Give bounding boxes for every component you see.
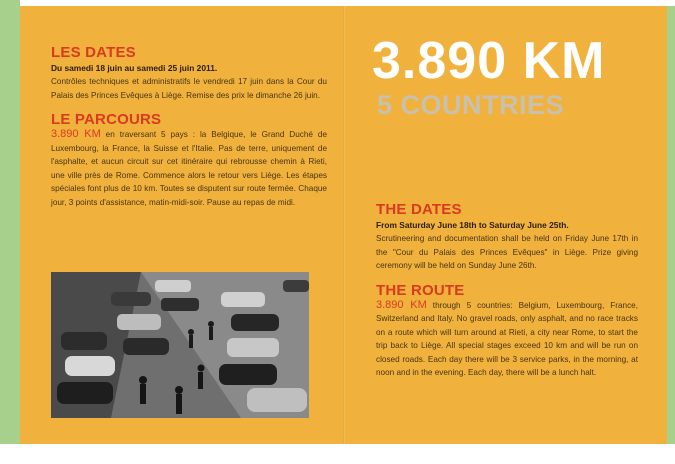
route-body-en: through 5 countries: Belgium, Luxembourg, France, Switzerland and Italy. No gravel roads, only asphalt, and no race tracks on a route which will turn around at Rieti, a city near Rome, to start the trip back to Liège. All special stages exceed 10 km and will be run on closed roads. Each day there will be 3 service parks, in the morning, at noon and in the evening. Each day, there will be a lunch halt.	[376, 300, 638, 377]
route-heading-fr: LE PARCOURS	[51, 111, 162, 128]
brochure-spread	[20, 6, 667, 444]
route-body-fr: en traversant 5 pays : la Belgique, le Grand Duché de Luxembourg, la France, la Suisse et l'Italie. Pas de terre, uniquement de l'asphalte, et aucun circuit sur cet itinéraire qui rebrousse chemin à Rieti, une ville près de Rome. Commence alors le retour vers Liège. Les étapes spéciales font plus de 10 km. Toutes se disputent sur route fermée. Chaque jour, 3 points d'assistance, matin-midi-soir. Pause au repas de midi.	[51, 130, 327, 207]
frame-bottom	[0, 444, 675, 464]
dates-subhead-en: From Saturday June 18th to Saturday June 25th.	[376, 220, 569, 230]
route-km-fr: 3.890 KM	[51, 128, 101, 140]
route-heading-en: THE ROUTE	[376, 281, 465, 299]
dates-subhead-fr: Du samedi 18 juin au samedi 25 juin 2011.	[51, 63, 218, 73]
vintage-rally-cars-photo	[51, 272, 309, 418]
dates-body-en: Scrutineering and documentation shall be held on Friday June 17th in the "Cour du Palais des Princes Evêques" in Liège. Prize giving ceremony will be held on Sunday June 26th.	[376, 234, 638, 270]
route-paragraph-fr	[51, 128, 327, 209]
route-paragraph-en	[376, 299, 638, 380]
left-page	[51, 44, 327, 209]
dates-body-fr: Contrôles techniques et administratifs le vendredi 17 juin dans la Cour du Palais des Princes Evêques à Liège. Remise des prix le dimanche 26 juin.	[51, 77, 327, 100]
distance-title: 3.890 KM	[372, 32, 606, 90]
countries-subtitle: 5 COUNTRIES	[377, 90, 565, 120]
dates-heading-fr: LES DATES	[51, 44, 136, 61]
dates-heading-en: THE DATES	[376, 201, 462, 218]
frame-left	[0, 0, 20, 444]
route-km-en: 3.890 KM	[376, 298, 427, 311]
page-fold	[343, 6, 345, 444]
right-page	[376, 201, 638, 380]
